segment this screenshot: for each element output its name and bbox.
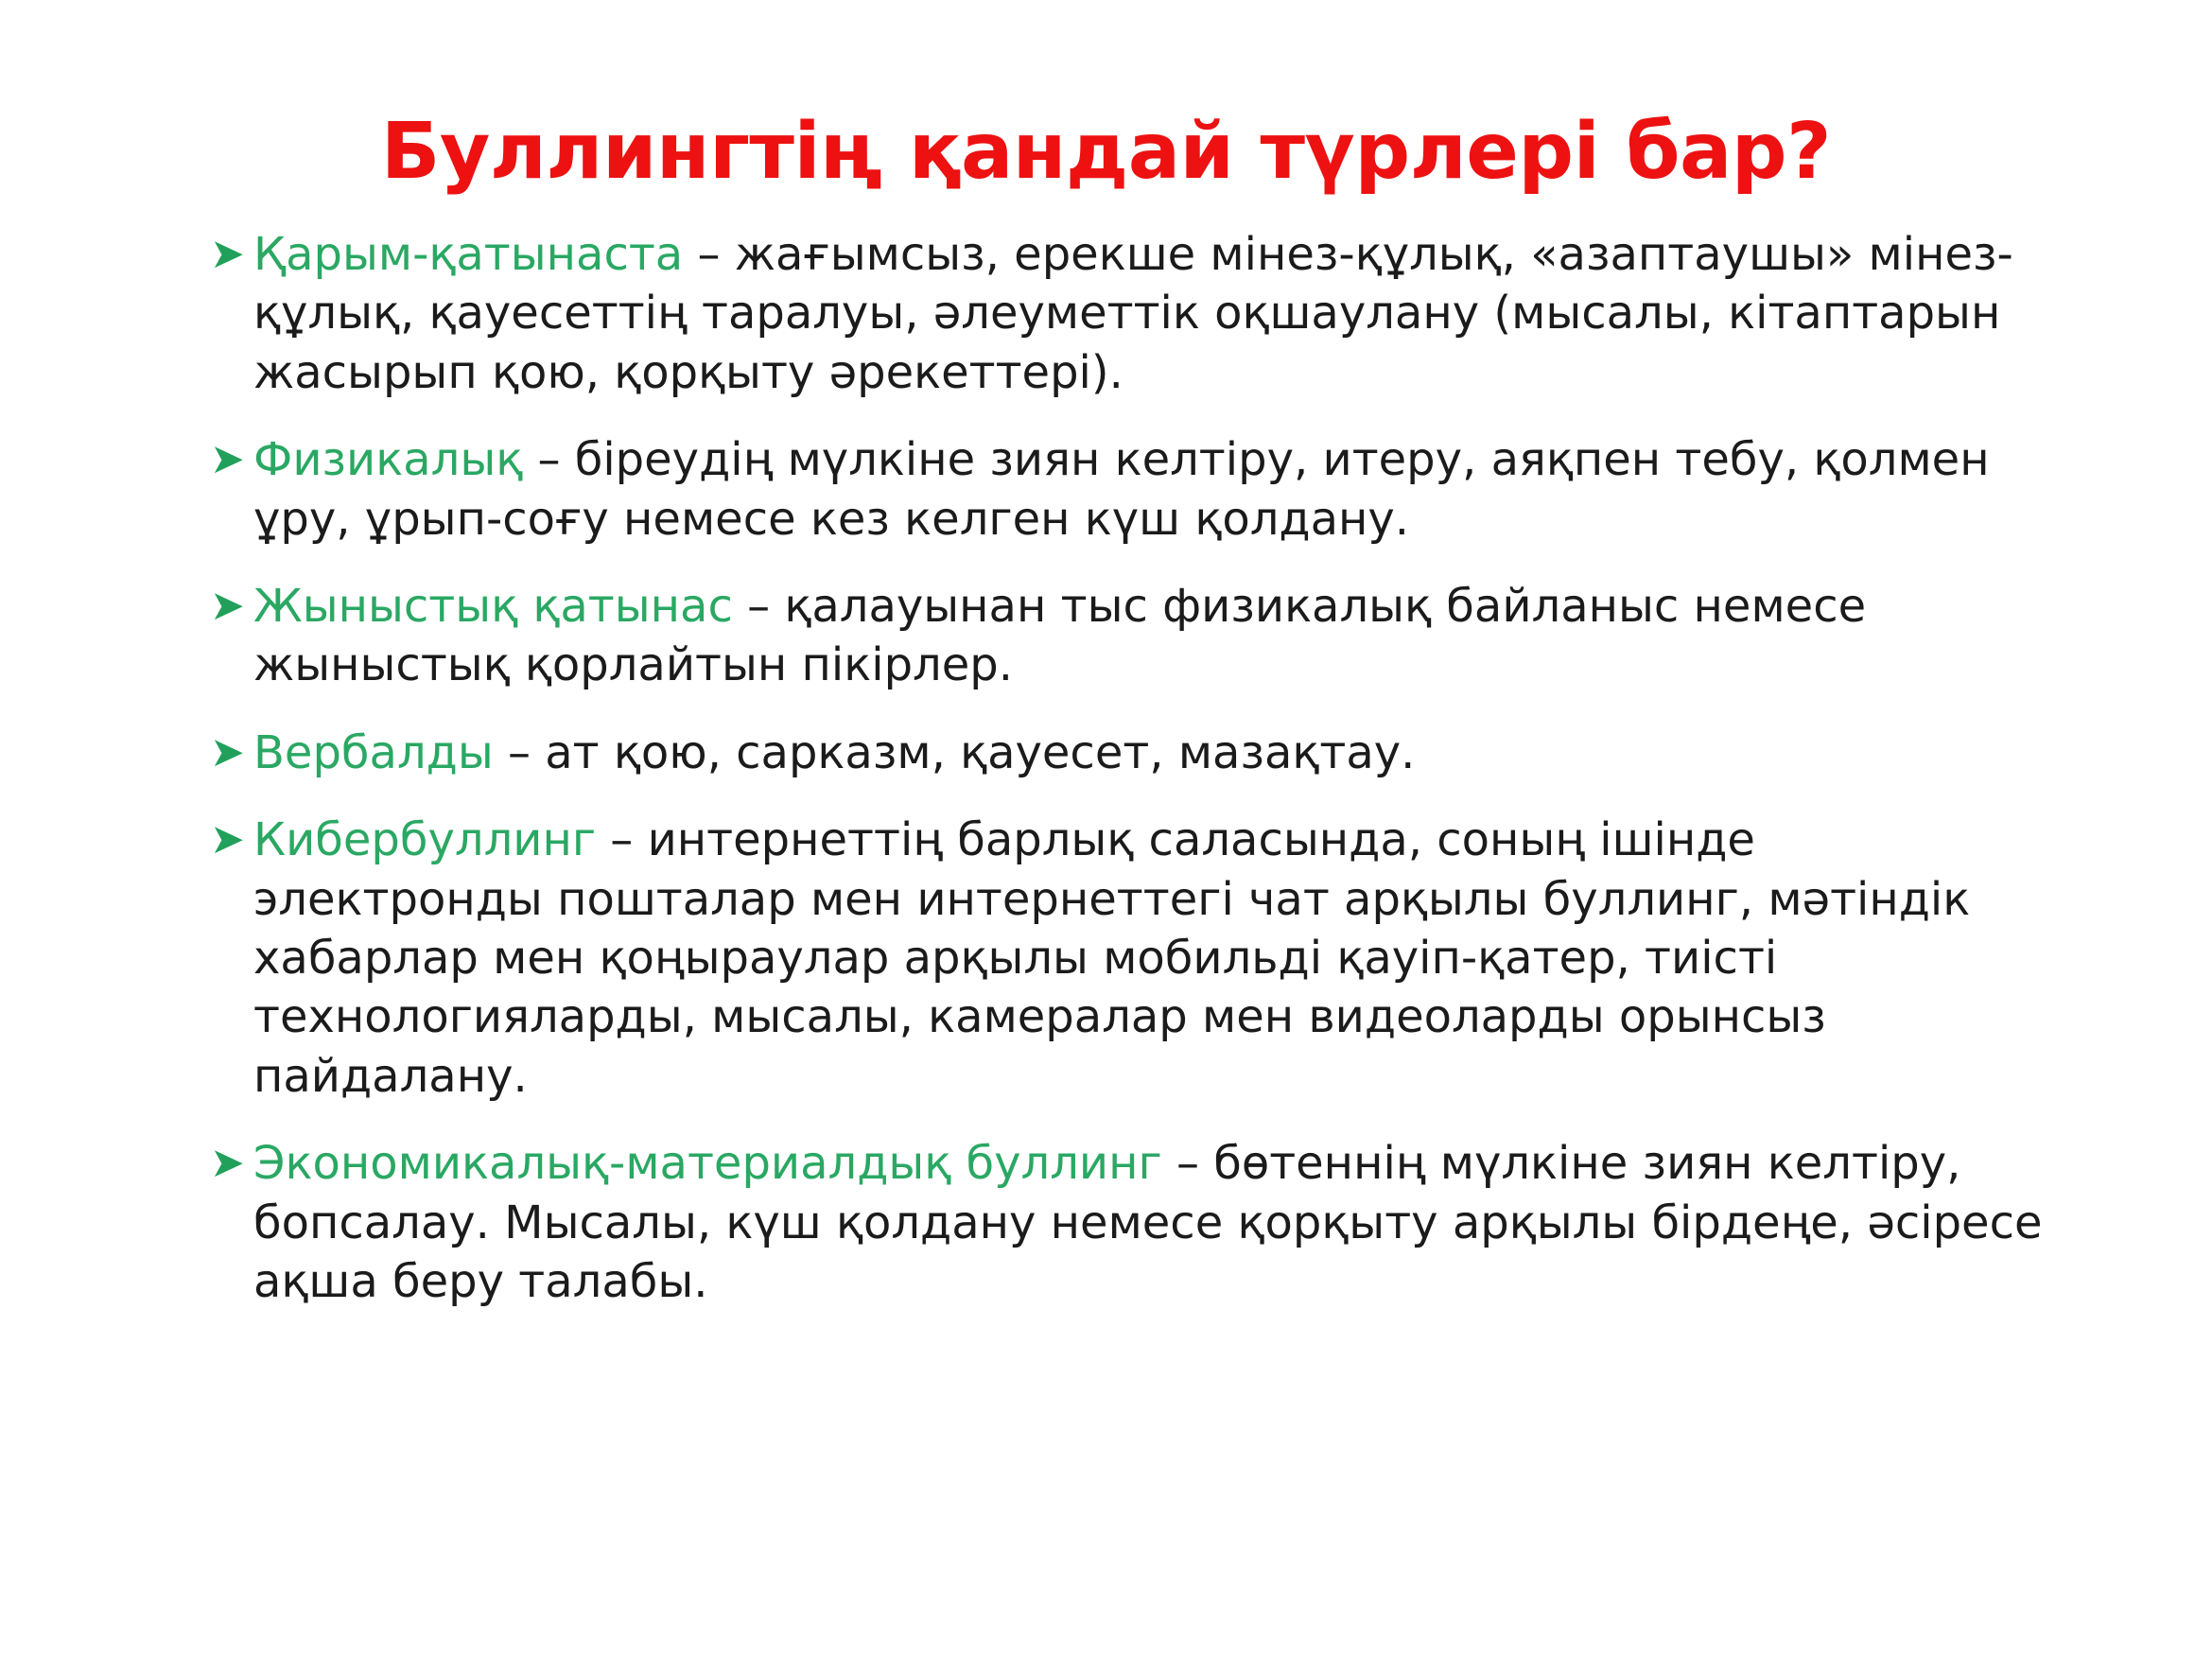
list-item-text: – қалауынан тыс физикалық байланыс немесе жыныстық қорлайтын пікірлер. <box>253 580 1867 692</box>
page-title: Буллингтің қандай түрлері бар? <box>380 107 1832 197</box>
list-item-text: – бөтеннің мүлкіне зиян келтіру, бопсалау. Мысалы, күш қолдану немесе қорқыту арқылы бірдеңе, әсіресе ақша беру талабы. <box>253 1137 2043 1308</box>
arrow-bullet-icon: ➤ <box>210 815 245 864</box>
arrow-bullet-icon: ➤ <box>210 230 245 279</box>
list-item <box>210 811 2051 1106</box>
list-item-text: – ат қою, сарказм, қауесет, мазақтау. <box>493 725 1416 779</box>
arrow-bullet-icon: ➤ <box>210 1139 245 1188</box>
list-item-term: Жыныстық қатынас <box>253 580 733 634</box>
list-item <box>210 225 2051 402</box>
list-item-text: – жағымсыз, ерекше мінез-құлық, «азаптаушы» мінез-құлық, қауесеттің таралуы, әлеуметтік оқшаулану (мысалы, кітаптарын жасырып қою, қорқыту әрекеттері). <box>253 228 2013 399</box>
list-item-text: – біреудің мүлкіне зиян келтіру, итеру, аяқпен тебу, қолмен ұру, ұрып-соғу немесе кез келген күш қолдану. <box>253 433 1990 546</box>
list-item-text: – интернеттің барлық саласында, соның ішінде электронды пошталар мен интернеттегі чат арқылы буллинг, мәтіндік хабарлар мен қоңыраулар арқылы мобильді қауіп-қатер, тиісті технологияларды, мысалы, камералар мен видеоларды орынсыз пайдалану. <box>253 813 1971 1103</box>
bullet-list <box>0 225 2212 1311</box>
slide <box>0 107 2212 1676</box>
arrow-bullet-icon: ➤ <box>210 727 245 777</box>
list-item-term: Физикалық <box>253 433 524 487</box>
arrow-bullet-icon: ➤ <box>210 435 245 484</box>
list-item <box>210 430 2051 549</box>
list-item <box>210 577 2051 695</box>
list-item-term: Вербалды <box>253 725 494 779</box>
arrow-bullet-icon: ➤ <box>210 582 245 631</box>
list-item <box>210 724 2051 782</box>
list-item-term: Экономикалық-материалдық буллинг <box>253 1137 1162 1191</box>
list-item <box>210 1134 2051 1311</box>
list-item-term: Қарым-қатынаста <box>253 228 684 282</box>
list-item-term: Кибербуллинг <box>253 813 597 867</box>
